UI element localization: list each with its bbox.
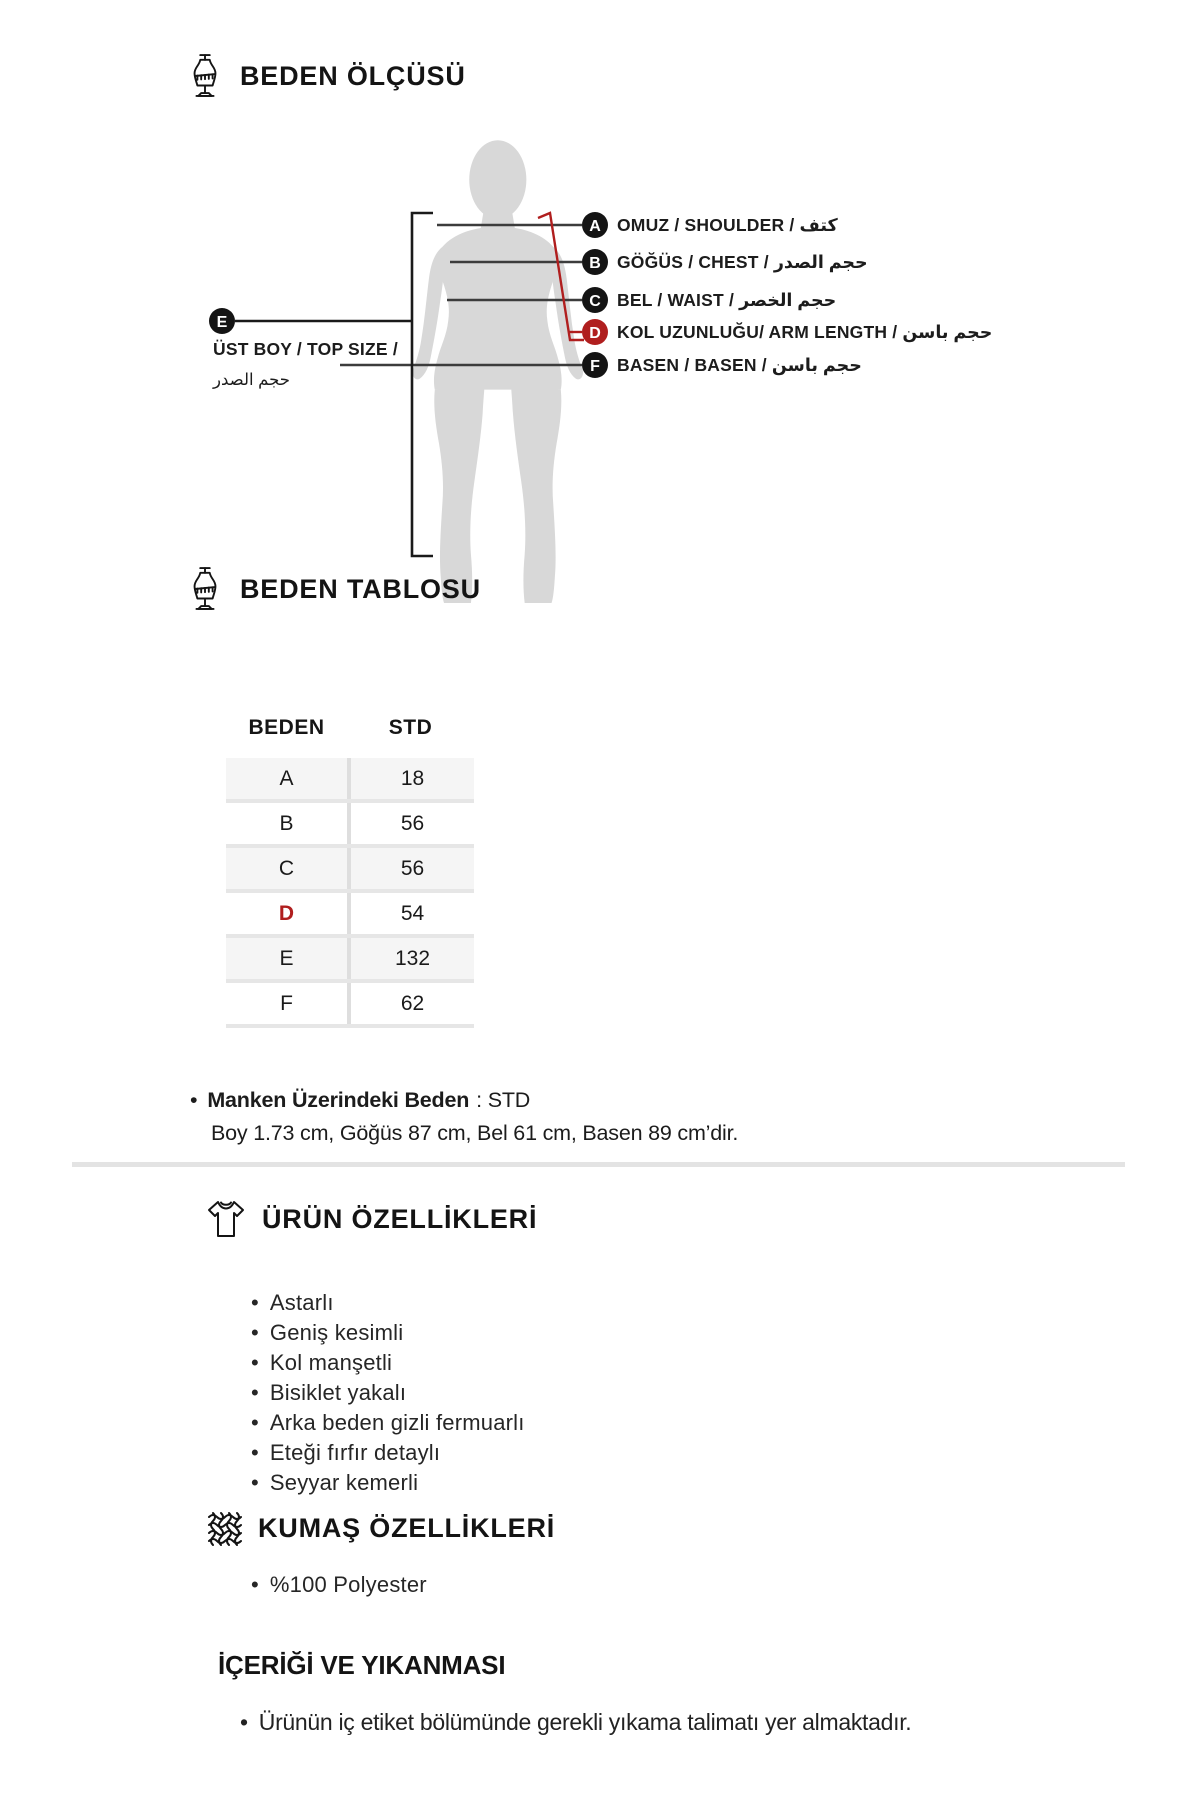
table-row xyxy=(226,983,474,1028)
size-table-header-row xyxy=(226,716,474,740)
feature-item: • Arka beden gizli fermuarlı xyxy=(251,1408,525,1438)
row-key: E xyxy=(279,946,294,970)
row-value: 56 xyxy=(400,856,425,880)
feature-item: • Bisiklet yakalı xyxy=(251,1378,525,1408)
body-silhouette xyxy=(413,140,583,603)
bullet-dot: • xyxy=(190,1088,198,1112)
badge-b-letter: B xyxy=(589,255,601,272)
badge-f-letter: F xyxy=(590,358,600,375)
model-note-label: Manken Üzerindeki Beden xyxy=(207,1088,470,1112)
label-arm-length: KOL UZUNLUĞU/ ARM LENGTH / حجم باسن xyxy=(617,322,993,342)
badge-a-letter: A xyxy=(589,218,601,235)
table-row xyxy=(226,758,474,803)
label-basen: BASEN / BASEN / حجم باسن xyxy=(617,355,862,375)
badge-c-letter: C xyxy=(589,293,601,310)
model-size-note xyxy=(190,1084,738,1150)
table-row xyxy=(226,848,474,893)
label-waist: BEL / WAIST / حجم الخصر xyxy=(617,290,837,310)
tshirt-icon xyxy=(206,1198,246,1240)
product-features-title: ÜRÜN ÖZELLİKLERİ xyxy=(262,1203,538,1234)
feature-item: • Astarlı xyxy=(251,1288,525,1318)
size-guide-title: BEDEN ÖLÇÜSÜ xyxy=(240,60,466,91)
fabric-features-title: KUMAŞ ÖZELLİKLERİ xyxy=(258,1512,556,1543)
badge-e-letter: E xyxy=(216,314,228,331)
label-top-size-arabic: حجم الصدر xyxy=(213,371,290,389)
feature-item: • Seyyar kemerli xyxy=(251,1468,525,1498)
dress-form-icon xyxy=(186,52,224,100)
table-row xyxy=(226,938,474,983)
dress-form-icon xyxy=(186,565,224,613)
row-key: F xyxy=(280,991,293,1015)
product-features-heading xyxy=(206,1198,537,1240)
badge-d-letter: D xyxy=(589,325,601,342)
label-top-size: ÜST BOY / TOP SIZE / xyxy=(213,339,398,359)
size-guide-heading xyxy=(186,52,466,100)
row-value: 18 xyxy=(400,766,425,790)
care-item: • Ürünün iç etiket bölümünde gerekli yıkama talimatı yer almaktadır. xyxy=(240,1706,911,1739)
fabric-features-heading xyxy=(206,1510,555,1546)
size-table-heading xyxy=(186,565,481,613)
row-key-highlighted: D xyxy=(278,901,295,925)
row-key: B xyxy=(279,811,294,835)
row-value: 56 xyxy=(400,811,425,835)
row-value: 62 xyxy=(400,991,425,1015)
care-list xyxy=(240,1706,911,1739)
table-row xyxy=(226,893,474,938)
row-key: A xyxy=(279,766,294,790)
label-shoulder: OMUZ / SHOULDER / كتف xyxy=(617,215,838,235)
fabric-item: • %100 Polyester xyxy=(251,1570,427,1600)
section-divider xyxy=(72,1162,1125,1167)
top-size-bracket xyxy=(412,213,433,556)
column-header-std: STD xyxy=(388,716,433,739)
feature-item: • Eteği fırfır detaylı xyxy=(251,1438,525,1468)
row-key: C xyxy=(278,856,295,880)
fabric-features-list xyxy=(251,1570,427,1600)
row-value: 132 xyxy=(394,946,431,970)
feature-item: • Kol manşetli xyxy=(251,1348,525,1378)
size-table xyxy=(226,716,474,1028)
product-features-list xyxy=(251,1288,525,1498)
model-note-detail: Boy 1.73 cm, Göğüs 87 cm, Bel 61 cm, Basen 89 cm’dir. xyxy=(211,1121,739,1145)
care-heading: İÇERİĞİ VE YIKANMASI xyxy=(218,1650,506,1680)
table-row xyxy=(226,803,474,848)
row-value: 54 xyxy=(400,901,425,925)
fabric-weave-icon xyxy=(206,1510,242,1546)
feature-item: • Geniş kesimli xyxy=(251,1318,525,1348)
size-table-title: BEDEN TABLOSU xyxy=(240,573,481,604)
model-note-value: : STD xyxy=(476,1088,531,1112)
column-header-beden: BEDEN xyxy=(248,716,325,739)
label-chest: GÖĞÜS / CHEST / حجم الصدر xyxy=(617,252,868,272)
